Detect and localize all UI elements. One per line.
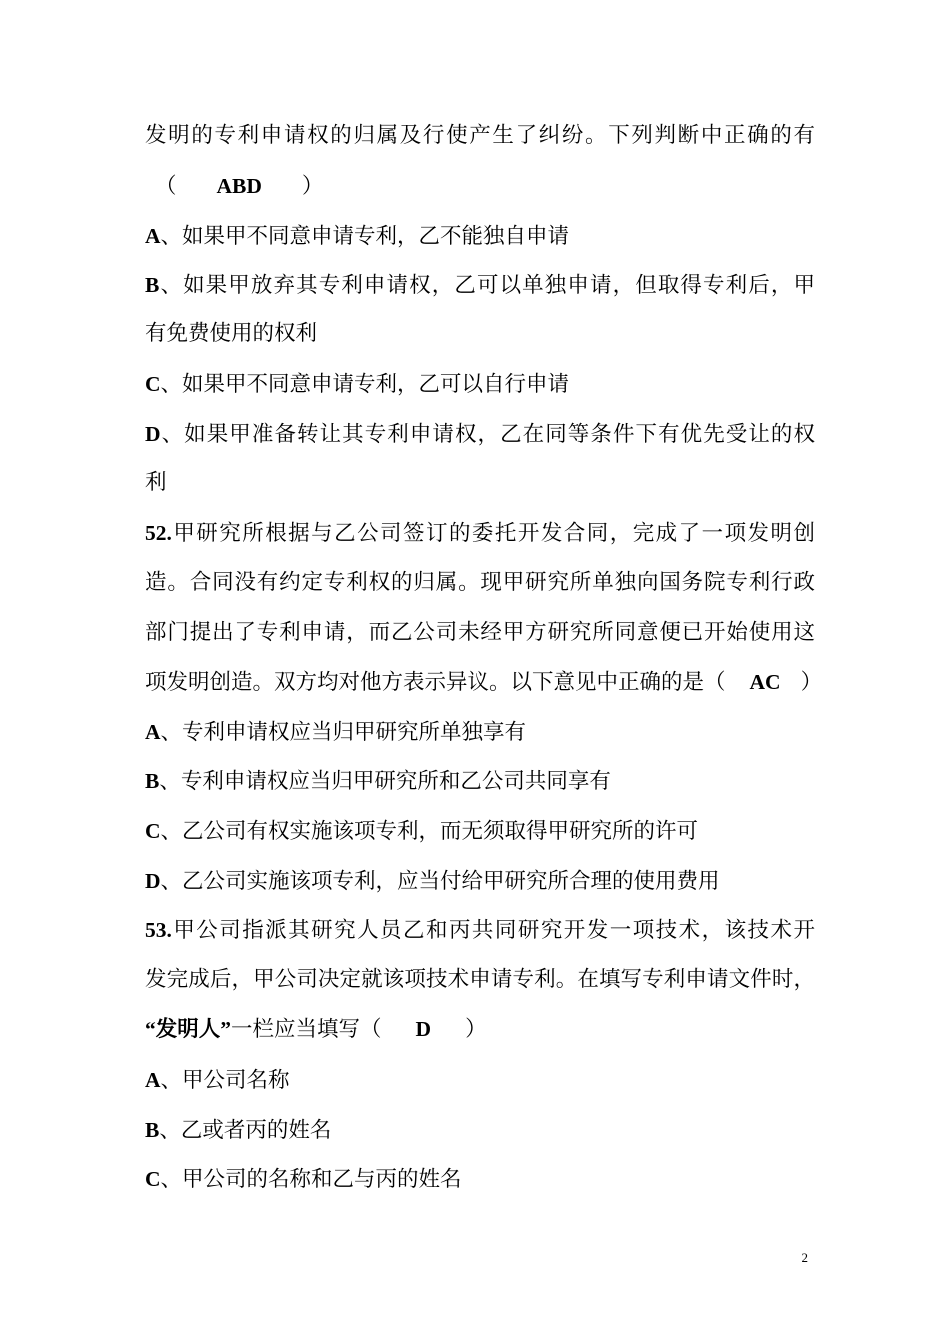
option-letter: B — [145, 273, 160, 297]
q52-option-a — [145, 717, 815, 748]
option-text: 如果甲放弃其专利申请权，乙可以单独申请，但取得专利后，甲 — [183, 273, 815, 298]
q51-stem-line: 发明的专利申请权的归属及行使产生了纠纷。下列判断中正确的有 — [145, 123, 815, 148]
option-separator: 、 — [160, 819, 183, 844]
q51-option-d-continued: 利 — [145, 470, 167, 495]
q52-option-d — [145, 866, 815, 897]
option-separator: 、 — [159, 769, 181, 794]
q53-stem-line: 发完成后，甲公司决定就该项技术申请专利。在填写专利申请文件时， — [145, 967, 815, 992]
option-text: 如果甲不同意申请专利，乙可以自行申请 — [182, 372, 570, 397]
option-separator: 、 — [160, 422, 185, 447]
quoted-term: “发明人” — [145, 1017, 232, 1041]
q53-option-c — [145, 1164, 815, 1195]
q53-option-a — [145, 1065, 815, 1096]
option-letter: B — [145, 1118, 160, 1142]
option-text: 专利申请权应当归甲研究所单独享有 — [182, 720, 527, 745]
option-text: 乙公司有权实施该项专利，而无须取得甲研究所的许可 — [182, 819, 699, 844]
q52-answer-close: ） — [800, 670, 823, 695]
q51-answer: ABD — [216, 174, 262, 198]
option-text: 甲公司名称 — [182, 1068, 290, 1093]
option-separator: 、 — [160, 1167, 183, 1192]
q51-option-c — [145, 369, 815, 400]
q51-answer-close: ） — [301, 174, 324, 199]
option-separator: 、 — [160, 720, 183, 745]
question-text: 甲研究所根据与乙公司签订的委托开发合同，完成了一项发明创 — [171, 521, 815, 546]
option-letter: D — [145, 422, 161, 446]
option-separator: 、 — [160, 869, 183, 894]
option-letter: C — [145, 819, 161, 843]
option-letter: C — [145, 1167, 161, 1191]
q53-stem-line — [145, 1014, 815, 1045]
page-number: 2 — [801, 1250, 808, 1265]
q52-option-c — [145, 816, 815, 847]
option-separator: 、 — [160, 224, 183, 249]
option-letter: C — [145, 372, 161, 396]
option-text: 甲公司的名称和乙与丙的姓名 — [182, 1167, 462, 1192]
question-text: 一栏应当填写（ — [231, 1017, 382, 1042]
question-number: 52. — [145, 521, 172, 545]
option-letter: B — [145, 769, 160, 793]
option-separator: 、 — [160, 372, 183, 397]
q53-stem-line — [145, 915, 815, 946]
q52-stem-line — [145, 518, 815, 549]
q53-option-b — [145, 1115, 815, 1146]
option-letter: A — [145, 224, 161, 248]
option-text: 如果甲准备转让其专利申请权，乙在同等条件下有优先受让的权 — [184, 422, 815, 447]
option-text: 专利申请权应当归甲研究所和乙公司共同享有 — [180, 769, 611, 794]
option-separator: 、 — [160, 1068, 183, 1093]
option-letter: A — [145, 720, 161, 744]
q52-stem-line — [145, 667, 823, 698]
q53-answer: D — [415, 1017, 432, 1041]
q51-option-b-continued: 有免费使用的权利 — [145, 321, 318, 346]
q52-answer: AC — [749, 670, 781, 694]
question-text: 甲公司指派其研究人员乙和丙共同研究开发一项技术，该技术开 — [171, 918, 815, 943]
option-separator: 、 — [159, 273, 184, 298]
q51-option-a — [145, 221, 815, 252]
q52-stem-line: 部门提出了专利申请，而乙公司未经甲方研究所同意便已开始使用这 — [145, 620, 815, 645]
question-text: 项发明创造。双方均对他方表示异议。以下意见中正确的是（ — [145, 670, 726, 695]
option-separator: 、 — [159, 1118, 181, 1143]
option-text: 乙或者丙的姓名 — [180, 1118, 332, 1143]
q51-option-d — [145, 419, 815, 450]
q52-option-b — [145, 766, 815, 797]
option-letter: D — [145, 869, 161, 893]
option-letter: A — [145, 1068, 161, 1092]
option-text: 乙公司实施该项专利，应当付给甲研究所合理的使用费用 — [182, 869, 720, 894]
q51-option-b — [145, 270, 815, 301]
option-text: 如果甲不同意申请专利，乙不能独自申请 — [182, 224, 570, 249]
q51-answer-line — [145, 171, 815, 202]
q53-answer-close: ） — [465, 1017, 487, 1042]
q51-answer-open: （ — [155, 174, 177, 199]
question-number: 53. — [145, 918, 172, 942]
q52-stem-line: 造。合同没有约定专利权的归属。现甲研究所单独向国务院专利行政 — [145, 570, 815, 595]
